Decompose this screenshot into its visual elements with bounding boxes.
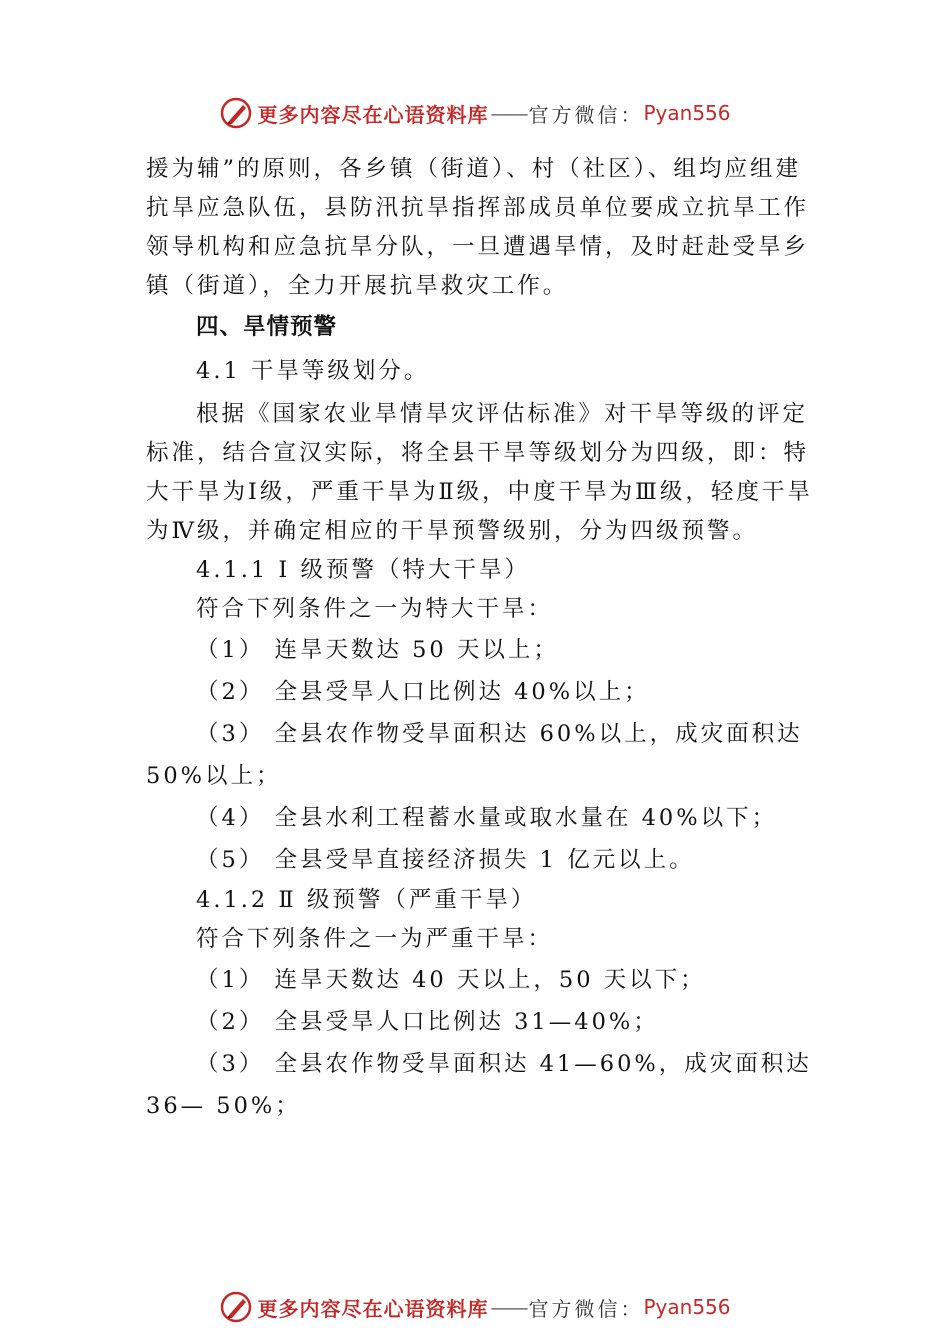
paragraph-standard: 根据《国家农业旱情旱灾评估标准》对干旱等级的评定标准，结合宣汉实际，将全县干旱等级划分为四级，即：特大干旱为Ⅰ级，严重干旱为Ⅱ级，中度干旱为Ⅲ级，轻度干旱为Ⅳ级，并确定相应的干旱预警级别，分为四级预警。 xyxy=(146,401,813,544)
document-body xyxy=(146,150,818,1127)
subsection-4-1-2: 4.1.2 Ⅱ 级预警（严重干旱） xyxy=(196,887,537,913)
banner-label: 官方微信： xyxy=(528,1296,644,1321)
banner-dash: —— xyxy=(490,101,527,125)
subsection-4-1-1: 4.1.1 Ⅰ 级预警（特大干旱） xyxy=(196,557,530,583)
list-item: （2） 全县受旱人口比例达 31—40%； xyxy=(196,1009,659,1035)
list-item: （3） 全县农作物受旱面积达 41—60%，成灾面积达 36— 50%； xyxy=(146,1051,812,1119)
list-item: （1） 连旱天数达 50 天以上； xyxy=(196,637,559,663)
banner-brand-text: 更多内容尽在心语资料库 xyxy=(257,102,489,127)
banner-brand-text: 更多内容尽在心语资料库 xyxy=(257,1296,489,1321)
banner-dash: —— xyxy=(490,1295,527,1319)
header-banner xyxy=(0,96,950,130)
list-item: （3） 全县农作物受旱面积达 60%以上，成灾面积达 50%以上； xyxy=(146,721,803,789)
condition-intro-2: 符合下列条件之一为严重干旱： xyxy=(196,926,554,952)
condition-intro-1: 符合下列条件之一为特大干旱： xyxy=(196,596,554,622)
subsection-4-1: 4.1 干旱等级划分。 xyxy=(196,358,430,384)
footer-banner xyxy=(0,1290,950,1324)
banner-wechat-id: Pyan556 xyxy=(643,101,731,125)
pen-logo-icon xyxy=(219,96,253,130)
banner-wechat-id: Pyan556 xyxy=(643,1295,731,1319)
paragraph-principle: 援为辅”的原则，各乡镇（街道）、村（社区）、组均应组建抗旱应急队伍，县防汛抗旱指挥部成员单位要成立抗旱工作领导机构和应急抗旱分队，一旦遭遇旱情，及时赶赴受旱乡镇（街道），全力开展抗旱救灾工作。 xyxy=(146,156,810,299)
list-item: （5） 全县受旱直接经济损失 1 亿元以上。 xyxy=(196,847,695,873)
banner-label: 官方微信： xyxy=(528,102,644,127)
list-item: （4） 全县水利工程蓄水量或取水量在 40%以下； xyxy=(196,805,778,831)
list-item: （1） 连旱天数达 40 天以上，50 天以下； xyxy=(196,967,706,993)
section-heading: 四、旱情预警 xyxy=(196,314,338,340)
pen-logo-icon xyxy=(219,1290,253,1324)
list-item: （2） 全县受旱人口比例达 40%以上； xyxy=(196,679,650,705)
